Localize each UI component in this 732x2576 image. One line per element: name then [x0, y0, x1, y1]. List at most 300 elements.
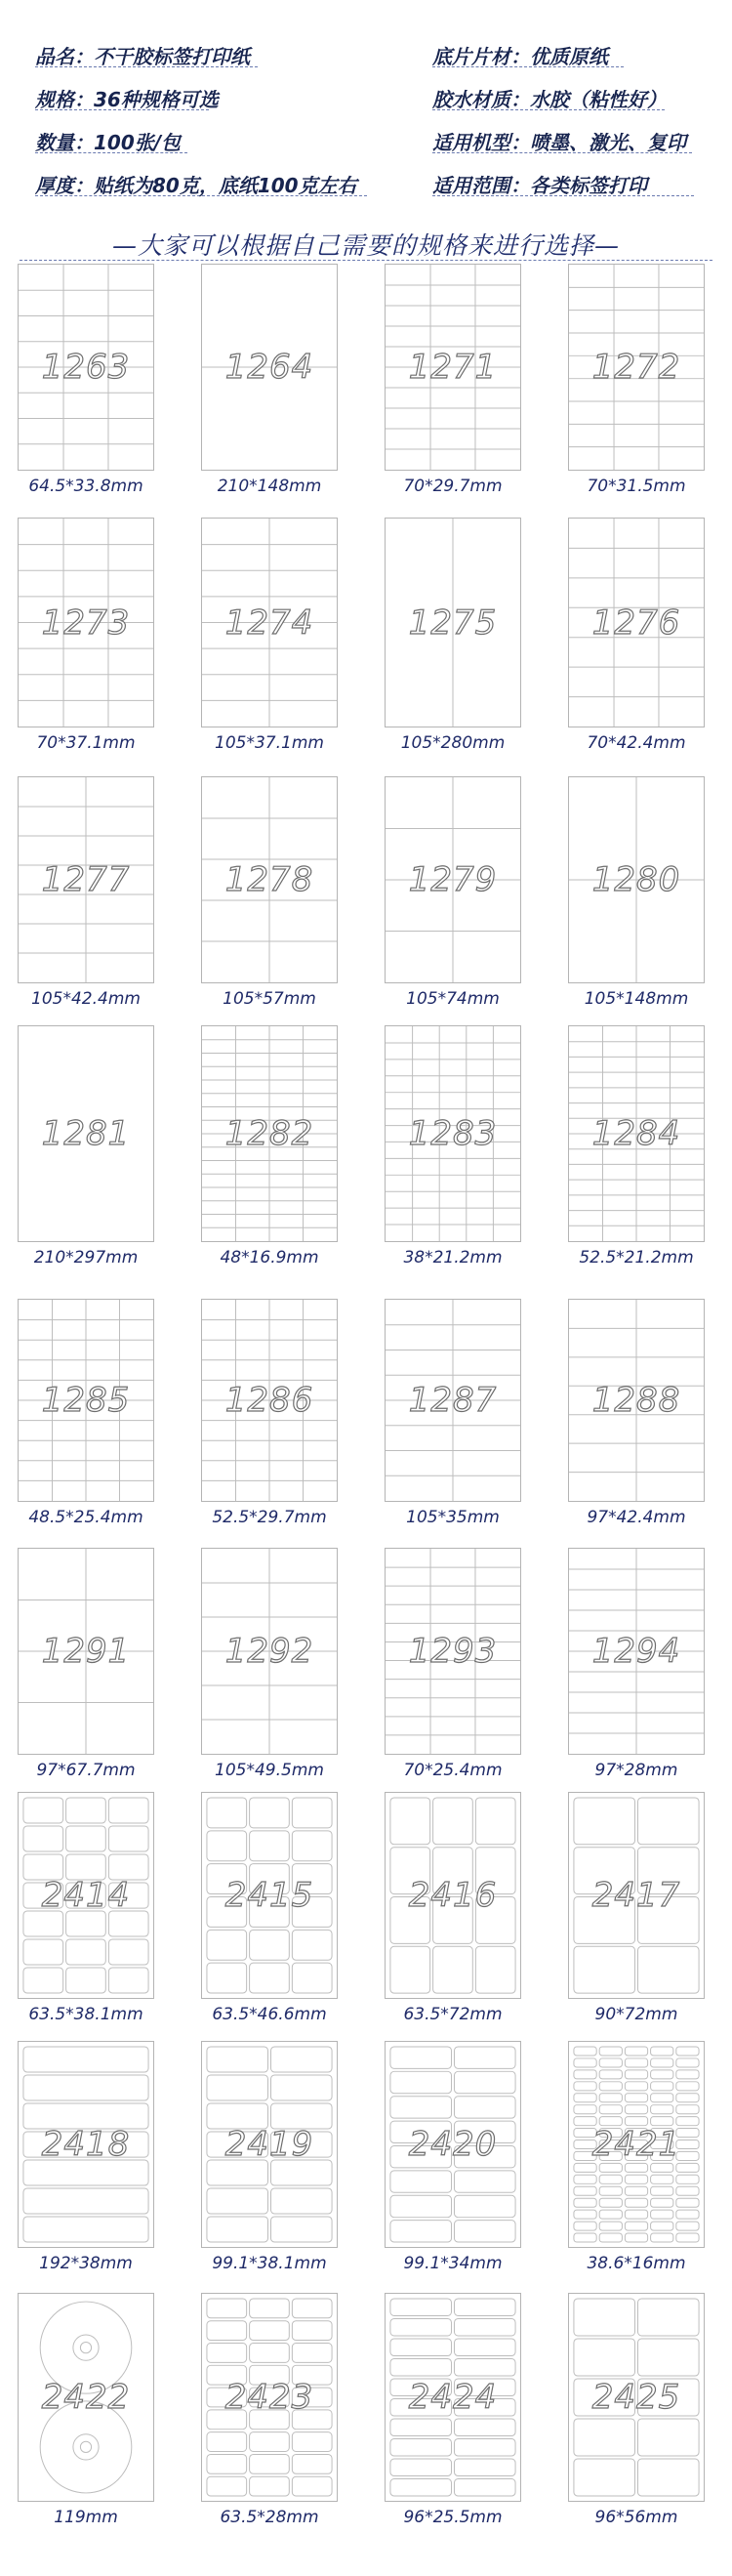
label-cell	[207, 2047, 268, 2072]
label-cell	[454, 2171, 515, 2192]
label-cell	[574, 2198, 596, 2207]
label-cell	[390, 1946, 430, 1993]
label-cell	[599, 2070, 622, 2079]
label-sheet-1264	[201, 264, 338, 471]
label-code: 1274	[224, 602, 314, 643]
label-sheet-1274	[201, 518, 338, 727]
label-code: 2414	[41, 1876, 131, 1915]
spec-format	[35, 84, 219, 111]
label-cell	[574, 2163, 596, 2172]
label-cell	[23, 2188, 148, 2214]
tagline: —大家可以根据自己需要的规格来进行选择—	[111, 231, 620, 260]
label-sheet-1285	[18, 1299, 154, 1502]
label-size: 105*74mm	[406, 989, 500, 1009]
spec-thickness-value: 贴纸为80克，底纸100克左右	[94, 174, 357, 197]
label-cell	[574, 2070, 596, 2079]
spec-scope-label: 适用范围：	[432, 174, 530, 197]
label-cell	[651, 2198, 673, 2207]
label-sheet-1273	[18, 518, 154, 727]
label-cell	[292, 2299, 332, 2318]
label-cell	[625, 2163, 647, 2172]
label-cell	[292, 2321, 332, 2341]
label-cell	[250, 2454, 290, 2473]
label-code: 1281	[41, 1114, 131, 1153]
spec-base	[432, 41, 624, 67]
label-cell	[390, 2459, 452, 2476]
label-cell	[637, 2459, 699, 2496]
spec-name-label: 品名：	[35, 45, 94, 68]
label-cell	[207, 2476, 247, 2496]
label-cell	[390, 2479, 452, 2497]
label-cell	[651, 2233, 673, 2242]
label-sheet-1288	[568, 1299, 705, 1502]
label-size: 70*37.1mm	[36, 733, 136, 753]
label-sheet-1283	[385, 1025, 521, 1242]
label-size: 70*42.4mm	[587, 733, 686, 753]
label-cell	[250, 2476, 290, 2496]
label-cell	[250, 1798, 290, 1828]
label-sheet-2420	[385, 2041, 521, 2248]
label-sheet-1282	[201, 1025, 338, 1242]
label-cell	[475, 1798, 515, 1845]
label-size: 90*72mm	[594, 2005, 678, 2024]
spec-name	[35, 41, 258, 67]
spec-base-value: 优质原纸	[530, 45, 608, 68]
label-cell	[599, 2105, 622, 2114]
label-cell	[66, 1826, 106, 1851]
label-size: 48*16.9mm	[220, 1248, 319, 1267]
label-cell	[108, 1939, 148, 1965]
label-size: 38*21.2mm	[403, 1248, 503, 1267]
label-cell	[676, 2222, 699, 2230]
label-code: 1291	[41, 1632, 131, 1671]
label-cell	[574, 2186, 596, 2195]
label-sheet-2415	[201, 1792, 338, 1999]
label-cell	[651, 2105, 673, 2114]
label-cell	[23, 2217, 148, 2242]
label-cell	[433, 1798, 473, 1845]
label-cell	[292, 2344, 332, 2363]
label-cell	[207, 2344, 247, 2363]
label-sheet-1280	[568, 776, 705, 983]
label-size: 63.5*38.1mm	[28, 2005, 143, 2024]
label-code: 2416	[408, 1876, 498, 1915]
spec-glue-value: 水胶（粘性好）	[530, 88, 667, 111]
label-code: 1286	[224, 1381, 314, 1420]
label-size: 99.1*34mm	[403, 2254, 503, 2273]
label-code: 1283	[408, 1114, 498, 1153]
label-cell	[676, 2082, 699, 2091]
label-code: 2422	[41, 2378, 131, 2417]
label-sheet-1284	[568, 1025, 705, 1242]
label-cell	[475, 1946, 515, 1993]
label-size: 97*67.7mm	[36, 1761, 136, 1780]
label-cell	[250, 1930, 290, 1960]
label-cell	[676, 2163, 699, 2172]
label-cell	[454, 2358, 515, 2376]
label-code: 1280	[591, 860, 681, 899]
label-cell	[270, 2188, 332, 2214]
label-cell	[108, 1968, 148, 1993]
label-cell	[651, 2082, 673, 2091]
label-code: 1292	[224, 1632, 314, 1671]
label-size: 48.5*25.4mm	[28, 1508, 143, 1527]
label-sheet-2418	[18, 2041, 154, 2248]
label-code: 1287	[408, 1381, 498, 1420]
label-sheet-2425	[568, 2293, 705, 2502]
label-cell	[454, 2318, 515, 2336]
label-cell	[270, 2047, 332, 2072]
label-size: 70*25.4mm	[403, 1761, 503, 1780]
label-cell	[676, 2198, 699, 2207]
label-sheet-1294	[568, 1548, 705, 1755]
spec-qty-value: 100张/包	[94, 131, 182, 154]
label-size: 70*31.5mm	[587, 477, 686, 496]
label-cell	[108, 1826, 148, 1851]
label-cell	[676, 2094, 699, 2102]
label-code: 2417	[591, 1876, 681, 1915]
label-cell	[250, 2321, 290, 2341]
label-cell	[574, 2058, 596, 2067]
label-cell	[651, 2047, 673, 2056]
label-cell	[574, 1798, 635, 1845]
label-size: 52.5*21.2mm	[579, 1248, 694, 1267]
label-cell	[250, 1963, 290, 1993]
label-cell	[574, 2299, 635, 2336]
label-cell	[454, 2339, 515, 2356]
label-size: 119mm	[54, 2508, 118, 2527]
label-cell	[207, 2217, 268, 2242]
label-cell	[207, 1963, 247, 1993]
label-sheet-1293	[385, 1548, 521, 1755]
label-code: 2418	[41, 2125, 131, 2164]
label-cell	[574, 2233, 596, 2242]
label-cell	[637, 1946, 699, 1993]
label-cell	[651, 2094, 673, 2102]
label-cell	[625, 2175, 647, 2183]
label-code: 1273	[41, 602, 131, 643]
label-cell	[292, 2432, 332, 2452]
label-cell	[574, 2210, 596, 2219]
label-cell	[454, 2419, 515, 2436]
label-cell	[651, 2210, 673, 2219]
label-code: 1293	[408, 1632, 498, 1671]
label-size: 64.5*33.8mm	[28, 477, 143, 496]
label-code: 1285	[41, 1381, 131, 1420]
label-code: 2421	[591, 2125, 681, 2164]
label-sheet-2417	[568, 1792, 705, 1999]
spec-glue-label: 胶水材质：	[432, 88, 530, 111]
label-cell	[676, 2105, 699, 2114]
label-cell	[270, 2217, 332, 2242]
label-cell	[599, 2186, 622, 2195]
label-cell	[66, 1968, 106, 1993]
label-cell	[625, 2233, 647, 2242]
label-code: 1278	[224, 860, 314, 899]
label-cell	[454, 2195, 515, 2217]
label-cell	[250, 2432, 290, 2452]
label-cell	[390, 2299, 452, 2316]
label-cell	[454, 2438, 515, 2456]
label-cell	[599, 2047, 622, 2056]
label-cell	[390, 2339, 452, 2356]
label-cell	[390, 2171, 452, 2192]
label-cell	[625, 2094, 647, 2102]
label-size: 63.5*72mm	[403, 2005, 503, 2024]
label-cell	[599, 2082, 622, 2091]
label-sheet-2414	[18, 1792, 154, 1999]
label-cell	[207, 1831, 247, 1861]
label-size: 63.5*28mm	[220, 2508, 319, 2527]
label-cell	[574, 2094, 596, 2102]
label-code: 2420	[408, 2125, 498, 2164]
spec-machine-label: 适用机型：	[432, 131, 530, 154]
label-cell	[292, 1831, 332, 1861]
label-cell	[625, 2058, 647, 2067]
label-cell	[574, 2047, 596, 2056]
label-cell	[454, 2097, 515, 2118]
label-code: 1271	[408, 348, 498, 387]
label-cell	[292, 1963, 332, 1993]
label-sheet-1281	[18, 1025, 154, 1242]
spec-qty-label: 数量：	[35, 131, 94, 154]
label-cell	[676, 2175, 699, 2183]
label-cell	[390, 2097, 452, 2118]
label-cell	[676, 2058, 699, 2067]
label-cell	[207, 2299, 247, 2318]
label-sheet-1286	[201, 1299, 338, 1502]
label-sheet-2421	[568, 2041, 705, 2248]
label-code: 1275	[408, 602, 498, 643]
label-cell	[454, 2459, 515, 2476]
label-cell	[207, 2188, 268, 2214]
label-size: 105*35mm	[406, 1508, 500, 1527]
spec-scope	[432, 170, 694, 196]
disc-hub	[73, 2434, 99, 2460]
label-sheet-1277	[18, 776, 154, 983]
label-cell	[207, 1798, 247, 1828]
label-cell	[574, 2222, 596, 2230]
label-cell	[270, 2075, 332, 2100]
label-size: 63.5*46.6mm	[212, 2005, 327, 2024]
label-cell	[676, 2233, 699, 2242]
label-code: 2425	[591, 2378, 681, 2417]
label-cell	[625, 2105, 647, 2114]
label-size: 70*29.7mm	[403, 477, 503, 496]
label-cell	[390, 2318, 452, 2336]
label-cell	[390, 2047, 452, 2068]
label-cell	[292, 2454, 332, 2473]
label-code: 1276	[591, 602, 681, 643]
spec-qty	[35, 127, 187, 153]
label-sheet-1263	[18, 264, 154, 471]
label-code: 2424	[408, 2378, 498, 2417]
label-cell	[390, 2438, 452, 2456]
label-code: 1263	[41, 348, 131, 387]
label-cell	[625, 2186, 647, 2195]
label-size: 38.6*16mm	[587, 2254, 686, 2273]
label-cell	[250, 1831, 290, 1861]
label-cell	[625, 2070, 647, 2079]
label-cell	[625, 2047, 647, 2056]
label-code: 2423	[224, 2378, 314, 2417]
label-code: 2419	[224, 2125, 314, 2164]
label-sheet-1287	[385, 1299, 521, 1502]
label-sheet-2422	[18, 2293, 154, 2502]
label-size: 97*28mm	[594, 1761, 678, 1780]
label-cell	[23, 1939, 63, 1965]
spec-thickness-label: 厚度：	[35, 174, 94, 197]
label-cell	[574, 2082, 596, 2091]
label-cell	[637, 2339, 699, 2376]
spec-format-value: 36种规格可选	[94, 88, 219, 111]
label-cell	[599, 2233, 622, 2242]
label-cell	[625, 2222, 647, 2230]
label-cell	[23, 1798, 63, 1823]
label-cell	[599, 2058, 622, 2067]
label-cell	[108, 1798, 148, 1823]
tagline-divider	[20, 260, 712, 261]
label-cell	[66, 1798, 106, 1823]
label-cell	[390, 2221, 452, 2242]
label-cell	[574, 2175, 596, 2183]
spec-scope-value: 各类标签打印	[530, 174, 647, 197]
label-code: 1294	[591, 1632, 681, 1671]
label-cell	[23, 1968, 63, 1993]
label-cell	[207, 2075, 268, 2100]
label-code: 1277	[41, 860, 131, 899]
spec-machine	[432, 127, 692, 153]
label-size: 105*57mm	[223, 989, 316, 1009]
label-cell	[676, 2186, 699, 2195]
label-size: 105*42.4mm	[31, 989, 141, 1009]
label-cell	[637, 2419, 699, 2456]
label-size: 105*37.1mm	[215, 733, 324, 753]
label-sheet-2419	[201, 2041, 338, 2248]
label-cell	[66, 1939, 106, 1965]
label-cell	[651, 2186, 673, 2195]
label-sheet-2416	[385, 1792, 521, 1999]
label-cell	[390, 1798, 430, 1845]
label-cell	[433, 1946, 473, 1993]
label-size: 52.5*29.7mm	[212, 1508, 327, 1527]
label-sheet-1276	[568, 518, 705, 727]
label-cell	[207, 2432, 247, 2452]
label-cell	[454, 2221, 515, 2242]
label-cell	[574, 1946, 635, 1993]
label-size: 99.1*38.1mm	[212, 2254, 327, 2273]
label-sheet-1278	[201, 776, 338, 983]
spec-glue	[432, 84, 665, 110]
label-code: 1284	[591, 1114, 681, 1153]
disc-hub	[73, 2335, 99, 2360]
label-cell	[599, 2210, 622, 2219]
spec-thickness	[35, 170, 367, 196]
spec-base-label: 底片片材：	[432, 45, 530, 68]
label-code: 1282	[224, 1114, 314, 1153]
label-sheet-1279	[385, 776, 521, 983]
label-cell	[207, 2454, 247, 2473]
label-cell	[637, 1798, 699, 1845]
label-cell	[676, 2047, 699, 2056]
label-cell	[250, 2344, 290, 2363]
label-sheet-1292	[201, 1548, 338, 1755]
label-size: 210*148mm	[217, 477, 322, 496]
label-code: 1279	[408, 860, 498, 899]
label-cell	[292, 1798, 332, 1828]
label-cell	[292, 1930, 332, 1960]
label-size: 96*25.5mm	[403, 2508, 503, 2527]
disc-hole	[80, 2441, 91, 2452]
label-cell	[599, 2222, 622, 2230]
label-cell	[651, 2070, 673, 2079]
label-cell	[574, 2459, 635, 2496]
label-sheet-1272	[568, 264, 705, 471]
label-size: 105*280mm	[400, 733, 506, 753]
label-cell	[574, 2105, 596, 2114]
label-cell	[625, 2210, 647, 2219]
spec-name-value: 不干胶标签打印纸	[94, 45, 250, 68]
label-cell	[454, 2047, 515, 2068]
label-cell	[390, 2358, 452, 2376]
label-cell	[625, 2198, 647, 2207]
label-cell	[454, 2479, 515, 2497]
label-cell	[23, 2047, 148, 2072]
label-cell	[292, 2476, 332, 2496]
label-size: 97*42.4mm	[587, 1508, 686, 1527]
label-cell	[23, 2075, 148, 2100]
label-size: 105*148mm	[584, 989, 689, 1009]
label-code: 2415	[224, 1876, 314, 1915]
label-cell	[599, 2163, 622, 2172]
spec-format-label: 规格：	[35, 88, 94, 111]
label-cell	[599, 2198, 622, 2207]
label-cell	[599, 2175, 622, 2183]
label-size: 105*49.5mm	[215, 1761, 324, 1780]
label-cell	[454, 2071, 515, 2093]
label-code: 1288	[591, 1381, 681, 1420]
label-cell	[207, 2321, 247, 2341]
label-cell	[651, 2175, 673, 2183]
label-cell	[651, 2163, 673, 2172]
label-cell	[599, 2094, 622, 2102]
label-cell	[23, 1826, 63, 1851]
label-sheet-2423	[201, 2293, 338, 2502]
disc-hole	[80, 2342, 91, 2352]
label-cell	[651, 2222, 673, 2230]
label-sheet-1275	[385, 518, 521, 727]
label-size: 96*56mm	[594, 2508, 678, 2527]
label-cell	[250, 2299, 290, 2318]
label-cell	[390, 2071, 452, 2093]
label-cell	[625, 2082, 647, 2091]
label-size: 210*297mm	[33, 1248, 139, 1267]
label-cell	[390, 2419, 452, 2436]
label-cell	[676, 2070, 699, 2079]
label-sheet-2424	[385, 2293, 521, 2502]
label-cell	[454, 2299, 515, 2316]
label-sheet-1271	[385, 264, 521, 471]
label-code: 1264	[224, 348, 314, 387]
label-code: 1272	[591, 348, 681, 387]
label-cell	[676, 2210, 699, 2219]
label-sheet-1291	[18, 1548, 154, 1755]
label-cell	[637, 2299, 699, 2336]
label-cell	[390, 2195, 452, 2217]
label-cell	[574, 2419, 635, 2456]
label-cell	[207, 1930, 247, 1960]
label-cell	[574, 2339, 635, 2376]
